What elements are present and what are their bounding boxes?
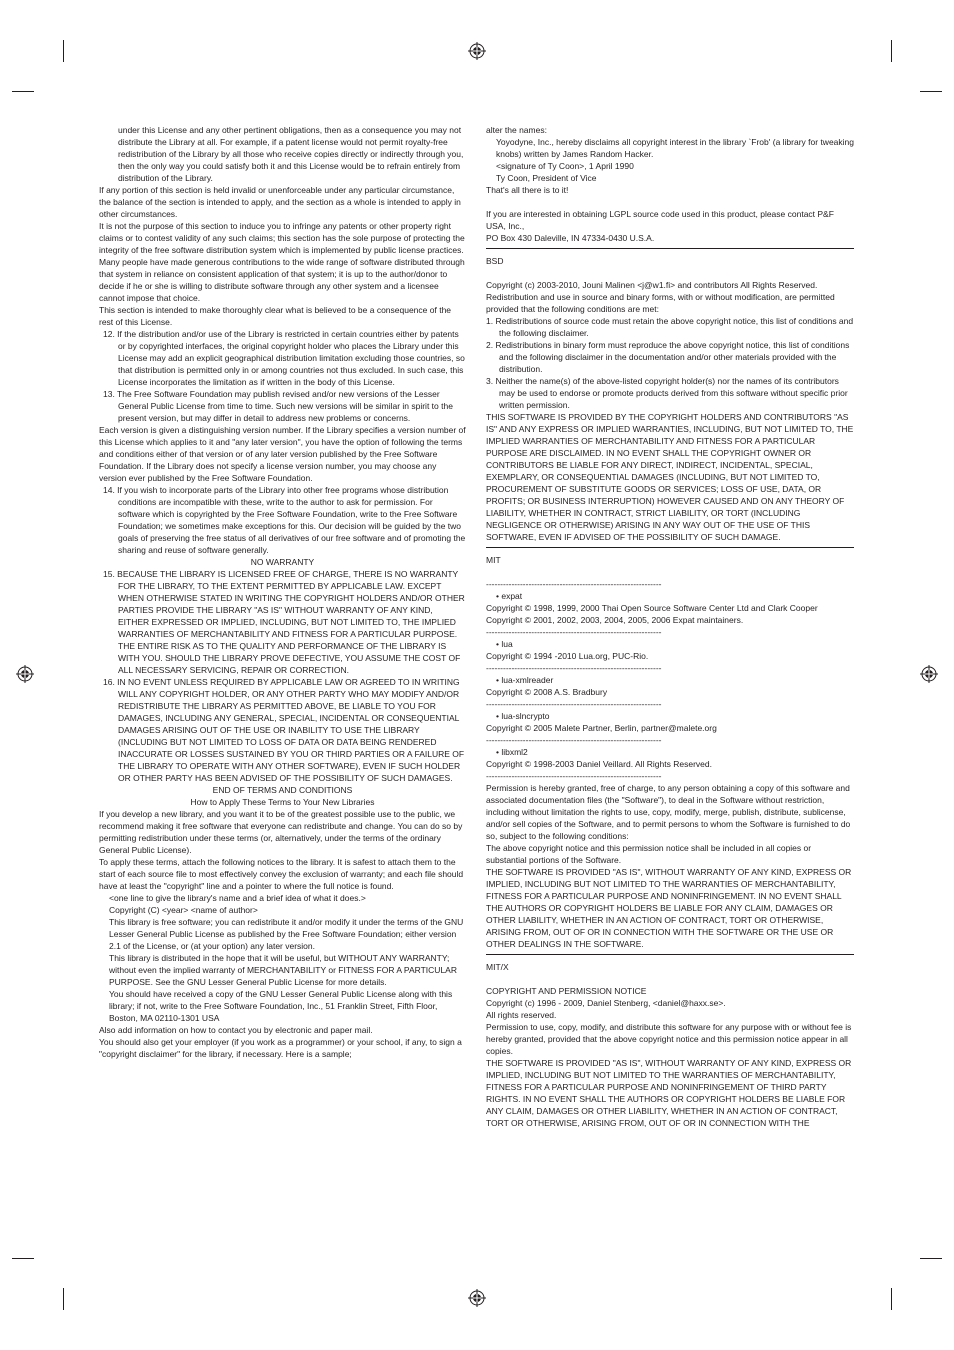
paragraph: Copyright (c) 2003-2010, Jouni Malinen <j@w1.fi> and contributors All Rights Reserved.	[486, 280, 818, 290]
right-column	[486, 124, 854, 1129]
crop-mark	[63, 40, 64, 62]
paragraph: • lua	[496, 639, 513, 649]
paragraph: COPYRIGHT AND PERMISSION NOTICE	[486, 986, 647, 996]
paragraph: Permission to use, copy, modify, and distribute this software for any purpose with or without fee is hereby granted, provided that the above copyright notice and this permission notice appear in all copies.	[486, 1022, 852, 1056]
paragraph: Copyright © 2001, 2002, 2003, 2004, 2005, 2006 Expat maintainers.	[486, 615, 744, 625]
paragraph: Copyright © 1998-2003 Daniel Veillard. All Rights Reserved.	[486, 759, 712, 769]
paragraph: If you are interested in obtaining LGPL source code used in this product, please contact P&F USA, Inc.,	[486, 209, 834, 231]
paragraph: 16. IN NO EVENT UNLESS REQUIRED BY APPLICABLE LAW OR AGREED TO IN WRITING WILL ANY COPYRIGHT HOLDER, OR ANY OTHER PARTY WHO MAY MODIFY AND/OR REDISTRIBUTE THE LIBRARY AS PERMITTED ABOVE, BE LIABLE TO YOU FOR DAMAGES, INCLUDING ANY GENERAL, SPECIAL, INCIDENTAL OR CONSEQUENTIAL DAMAGES ARISING OUT OF THE USE OR INABILITY TO USE THE LIBRARY (INCLUDING BUT NOT LIMITED TO LOSS OF DATA OR DATA BEING RENDERED INACCURATE OR LOSSES SUSTAINED BY YOU OR THIRD PARTIES OR A FAILURE OF THE LIBRARY TO OPERATE WITH ANY OTHER SOFTWARE), EVEN IF SUCH HOLDER OR OTHER PARTY HAS BEEN ADVISED OF THE POSSIBILITY OF SUCH DAMAGES.	[103, 677, 465, 783]
crop-mark	[891, 1288, 892, 1310]
spacer	[486, 267, 854, 279]
paragraph: That's all there is to it!	[486, 185, 569, 195]
paragraph: Yoyodyne, Inc., hereby disclaims all copyright interest in the library `Frob' (a library for tweaking knobs) written by James Random Hacker.	[496, 137, 854, 159]
registration-mark-icon	[920, 665, 938, 683]
paragraph: 12. If the distribution and/or use of the Library is restricted in certain countries either by patents or by copyrighted interfaces, the original copyright holder who places the Library under this License may add an explicit geographical distribution limitation excluding those countries, so that distribution is permitted only in or among countries not thus excluded. In such case, this License incorporates the limitation as if written in the body of this License.	[103, 329, 465, 387]
dashed-separator: --------------------------------------------------------------	[486, 771, 662, 781]
dashed-separator: --------------------------------------------------------------	[486, 699, 662, 709]
paragraph: under this License and any other pertinent obligations, then as a consequence you may not distribute the Library at all. For example, if a patent license would not permit royalty-free redistribution of the Library by all those who receive copies directly or indirectly through you, then the only way you could satisfy both it and this License would be to refrain entirely from distribution of the Library.	[118, 125, 464, 183]
crop-mark	[920, 1258, 942, 1259]
paragraph: NO WARRANTY	[250, 557, 315, 567]
paragraph: • expat	[496, 591, 523, 601]
paragraph: Each version is given a distinguishing version number. If the Library specifies a version number of this License which applies to it and "any later version", you have the option of following the terms and conditions either of that version or of any later version published by the Free Software Foundation. If the Library does not specify a license version number, you may choose any version ever published by the Free Software Foundation.	[99, 425, 466, 483]
paragraph: You should have received a copy of the GNU Lesser General Public License along with this library; if not, write to the Free Software Foundation, Inc., 51 Franklin Street, Fifth Floor, Boston, MA 02110-1301 USA	[109, 989, 453, 1023]
paragraph: This library is free software; you can redistribute it and/or modify it under the terms of the GNU Lesser General Public License as published by the Free Software Foundation; either version 2.1 of the License, or (at your option) any later version.	[109, 917, 464, 951]
dashed-separator: --------------------------------------------------------------	[486, 627, 662, 637]
registration-mark-icon	[16, 665, 34, 683]
paragraph: Copyright © 2008 A.S. Bradbury	[486, 687, 608, 697]
left-column	[99, 124, 466, 1060]
paragraph: Copyright (c) 1996 - 2009, Daniel Stenberg, <daniel@haxx.se>.	[486, 998, 726, 1008]
paragraph: If any portion of this section is held invalid or unenforceable under any particular circumstance, the balance of the section is intended to apply, and the section as a whole is intended to apply in other circumstances.	[99, 185, 461, 219]
paragraph: MIT	[486, 555, 501, 565]
crop-mark	[891, 40, 892, 62]
paragraph: THE SOFTWARE IS PROVIDED "AS IS", WITHOUT WARRANTY OF ANY KIND, EXPRESS OR IMPLIED, INCLUDING BUT NOT LIMITED TO THE WARRANTIES OF MERCHANTABILITY, FITNESS FOR A PARTICULAR PURPOSE AND NONINFRINGEMENT. IN NO EVENT SHALL THE AUTHORS OR COPYRIGHT HOLDERS BE LIABLE FOR ANY CLAIM, DAMAGES OR OTHER LIABILITY, WHETHER IN AN ACTION OF CONTRACT, TORT OR OTHERWISE, ARISING FROM, OUT OF OR IN CONNECTION WITH THE SOFTWARE OR THE USE OR OTHER DEALINGS IN THE SOFTWARE.	[486, 867, 852, 949]
paragraph: 14. If you wish to incorporate parts of the Library into other free programs whose distribution conditions are incompatible with these, write to the author to ask for permission. For software which is copyrighted by the Free Software Foundation, write to the Free Software Foundation; we sometimes make exceptions for this. Our decision will be guided by the two goals of preserving the free status of all derivatives of our free software and of promoting the sharing and reuse of software generally.	[103, 485, 466, 555]
paragraph: THE SOFTWARE IS PROVIDED "AS IS", WITHOUT WARRANTY OF ANY KIND, EXPRESS OR IMPLIED, INCLUDING BUT NOT LIMITED TO THE WARRANTIES OF MERCHANTABILITY, FITNESS FOR A PARTICULAR PURPOSE AND NONINFRINGEMENT OF THIRD PARTY RIGHTS. IN NO EVENT SHALL THE AUTHORS OR COPYRIGHT HOLDERS BE LIABLE FOR ANY CLAIM, DAMAGES OR OTHER LIABILITY, WHETHER IN AN ACTION OF CONTRACT, TORT OR OTHERWISE, ARISING FROM, OUT OF OR IN CONNECTION WITH THE	[486, 1058, 852, 1128]
paragraph: The above copyright notice and this permission notice shall be included in all copies or substantial portions of the Software.	[486, 843, 812, 865]
paragraph: 3. Neither the name(s) of the above-listed copyright holder(s) nor the names of its contributors may be used to endorse or promote products derived from this software without specific prior written permission.	[486, 376, 848, 410]
dashed-separator: --------------------------------------------------------------	[486, 663, 662, 673]
paragraph: THIS SOFTWARE IS PROVIDED BY THE COPYRIGHT HOLDERS AND CONTRIBUTORS "AS IS" AND ANY EXPRESS OR IMPLIED WARRANTIES, INCLUDING, BUT NOT LIMITED TO, THE IMPLIED WARRANTIES OF MERCHANTABILITY AND FITNESS FOR A PARTICULAR PURPOSE ARE DISCLAIMED. IN NO EVENT SHALL THE COPYRIGHT OWNER OR CONTRIBUTORS BE LIABLE FOR ANY DIRECT, INDIRECT, INCIDENTAL, SPECIAL, EXEMPLARY, OR CONSEQUENTIAL DAMAGES (INCLUDING, BUT NOT LIMITED TO, PROCUREMENT OF SUBSTITUTE GOODS OR SERVICES; LOSS OF USE, DATA, OR PROFITS; OR BUSINESS INTERRUPTION) HOWEVER CAUSED AND ON ANY THEORY OF LIABILITY, WHETHER IN CONTRACT, STRICT LIABILITY, OR TORT (INCLUDING NEGLIGENCE OR OTHERWISE) ARISING IN ANY WAY OUT OF THE USE OF THIS SOFTWARE, EVEN IF ADVISED OF THE POSSIBILITY OF SUCH DAMAGE.	[486, 412, 854, 542]
section-rule	[486, 954, 854, 955]
paragraph: <one line to give the library's name and a brief idea of what it does.>	[109, 893, 366, 903]
paragraph: It is not the purpose of this section to induce you to infringe any patents or other property right claims or to contest validity of any such claims; this section has the sole purpose of protecting the integrity of the free software distribution system which is implemented by public license practices. Many people have made generous contributions to the wide range of software distributed through that system in reliance on consistent application of that system; it is up to the author/donor to decide if he or she is willing to distribute software through any other system and a licensee cannot impose that choice.	[99, 221, 465, 303]
paragraph: This section is intended to make thoroughly clear what is believed to be a consequence of the rest of this License.	[99, 305, 452, 327]
paragraph: Also add information on how to contact you by electronic and paper mail.	[99, 1025, 373, 1035]
paragraph: 13. The Free Software Foundation may publish revised and/or new versions of the Lesser General Public License from time to time. Such new versions will be similar in spirit to the present version, but may differ in detail to address new problems or concerns.	[103, 389, 453, 423]
section-rule	[486, 248, 854, 249]
paragraph: You should also get your employer (if you work as a programmer) or your school, if any, to sign a "copyright disclaimer" for the library, if necessary. Here is a sample;	[99, 1037, 462, 1059]
paragraph: • lua-slncrypto	[496, 711, 550, 721]
paragraph: PO Box 430 Daleville, IN 47334-0430 U.S.A.	[486, 233, 655, 243]
paragraph: All rights reserved.	[486, 1010, 557, 1020]
crop-mark	[12, 1258, 34, 1259]
crop-mark	[12, 91, 34, 92]
paragraph: This library is distributed in the hope that it will be useful, but WITHOUT ANY WARRANTY; without even the implied warranty of MERCHANTABILITY or FITNESS FOR A PARTICULAR PURPOSE. See the GNU Lesser General Public License for more details.	[109, 953, 457, 987]
spacer	[486, 973, 854, 985]
paragraph: END OF TERMS AND CONDITIONS	[212, 785, 353, 795]
paragraph: Permission is hereby granted, free of charge, to any person obtaining a copy of this software and associated documentation files (the "Software"), to deal in the Software without restriction, including without limitation the rights to use, copy, modify, merge, publish, distribute, sublicense, and/or sell copies of the Software, and to permit persons to whom the Software is furnished to do so, subject to the following conditions:	[486, 783, 851, 841]
paragraph: alter the names:	[486, 125, 547, 135]
dashed-separator: --------------------------------------------------------------	[486, 579, 662, 589]
registration-mark-icon	[468, 42, 486, 60]
paragraph: Copyright © 1998, 1999, 2000 Thai Open Source Software Center Ltd and Clark Cooper	[486, 603, 818, 613]
paragraph: <signature of Ty Coon>, 1 April 1990	[496, 161, 634, 171]
paragraph: If you develop a new library, and you want it to be of the greatest possible use to the public, we recommend making it free software that everyone can redistribute and change. You can do so by permitting redistribution under these terms (or, alternatively, under the terms of the ordinary General Public License).	[99, 809, 463, 855]
paragraph: 2. Redistributions in binary form must reproduce the above copyright notice, this list of conditions and the following disclaimer in the documentation and/or other materials provided with the distribution.	[486, 340, 850, 374]
crop-mark	[63, 1288, 64, 1310]
crop-mark	[920, 91, 942, 92]
spacer	[486, 196, 854, 208]
paragraph: 15. BECAUSE THE LIBRARY IS LICENSED FREE OF CHARGE, THERE IS NO WARRANTY FOR THE LIBRARY, TO THE EXTENT PERMITTED BY APPLICABLE LAW. EXCEPT WHEN OTHERWISE STATED IN WRITING THE COPYRIGHT HOLDERS AND/OR OTHER PARTIES PROVIDE THE LIBRARY "AS IS" WITHOUT WARRANTY OF ANY KIND, EITHER EXPRESSED OR IMPLIED, INCLUDING, BUT NOT LIMITED TO, THE IMPLIED WARRANTIES OF MERCHANTABILITY AND FITNESS FOR A PARTICULAR PURPOSE. THE ENTIRE RISK AS TO THE QUALITY AND PERFORMANCE OF THE LIBRARY IS WITH YOU. SHOULD THE LIBRARY PROVE DEFECTIVE, YOU ASSUME THE COST OF ALL NECESSARY SERVICING, REPAIR OR CORRECTION.	[103, 569, 465, 675]
paragraph: Ty Coon, President of Vice	[496, 173, 597, 183]
paragraph: Redistribution and use in source and binary forms, with or without modification, are permitted provided that the following conditions are met:	[486, 292, 835, 314]
spacer	[486, 566, 854, 578]
paragraph: BSD	[486, 256, 504, 266]
paragraph: Copyright © 1994 -2010 Lua.org, PUC-Rio.	[486, 651, 649, 661]
paragraph: How to Apply These Terms to Your New Libraries	[190, 797, 375, 807]
paragraph: To apply these terms, attach the following notices to the library. It is safest to attach them to the start of each source file to most effectively convey the exclusion of warranty; and each file should have at least the "copyright" line and a pointer to where the full notice is found.	[99, 857, 464, 891]
registration-mark-icon	[468, 1289, 486, 1307]
paragraph: Copyright © 2005 Malete Partner, Berlin, partner@malete.org	[486, 723, 717, 733]
dashed-separator: --------------------------------------------------------------	[486, 735, 662, 745]
paragraph: MIT/X	[486, 962, 509, 972]
section-rule	[486, 547, 854, 548]
paragraph: • lua-xmlreader	[496, 675, 554, 685]
paragraph: Copyright (C) <year> <name of author>	[109, 905, 258, 915]
paragraph: 1. Redistributions of source code must retain the above copyright notice, this list of conditions and the following disclaimer.	[486, 316, 854, 338]
paragraph: • libxml2	[496, 747, 528, 757]
